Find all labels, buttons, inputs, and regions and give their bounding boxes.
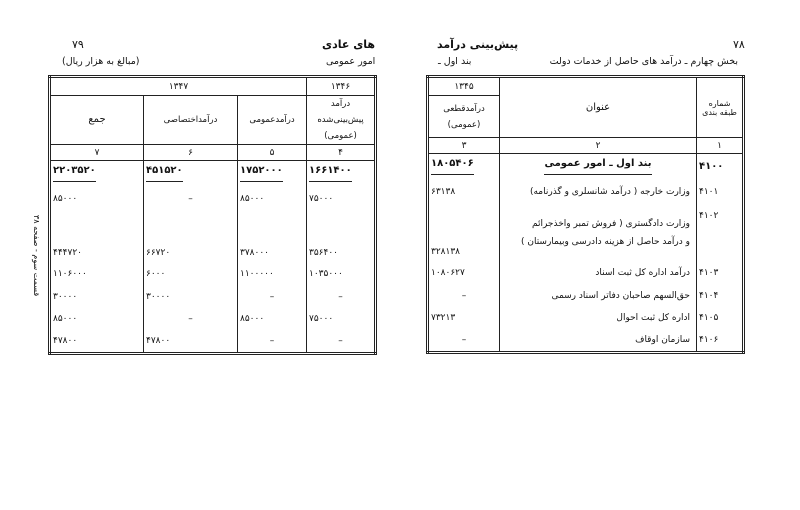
right-page-number: ۷۸ <box>733 38 745 51</box>
cell-general: ۸۵۰۰۰ <box>238 308 307 329</box>
table-row <box>50 186 376 212</box>
row-actual: – <box>428 284 500 307</box>
cell-general: – <box>238 329 307 354</box>
row-title: وزارت خارجه ( درآمد شانسلری و گذرنامه) <box>500 179 697 205</box>
table-row <box>428 261 744 284</box>
row-code: ۴۱۰۱ <box>697 179 744 205</box>
table-row <box>50 329 376 354</box>
revenue-table-left <box>48 75 377 355</box>
cell-special: ۳۰۰۰۰ <box>144 285 238 308</box>
header-special: درآمداختصاصی <box>144 96 238 145</box>
total-sum: ۲۲۰۳۵۲۰ <box>53 165 96 182</box>
col-number: ۴ <box>307 145 376 161</box>
cell-forecast: ۱۰۳۵۰۰۰ <box>307 262 376 285</box>
row-title: سازمان اوقاف <box>500 328 697 353</box>
cell-forecast: – <box>307 285 376 308</box>
col-number: ۶ <box>144 145 238 161</box>
cell-sum: ۴۴۴۷۲۰ <box>50 212 144 262</box>
left-section-title: امور عمومی <box>326 56 376 67</box>
row-code: ۴۱۰۴ <box>697 284 744 307</box>
header-actual: درآمدقطعی (عمومی) <box>428 96 500 138</box>
row-code: ۴۱۰۲ <box>697 205 744 261</box>
cell-special: ۶۶۷۲۰ <box>144 212 238 262</box>
header-year-1346: ۱۳۴۶ <box>307 77 376 96</box>
row-title: حق‌السهم صاحبان دفاتر اسناد رسمی <box>500 284 697 307</box>
header-year-1345: ۱۳۴۵ <box>428 77 500 96</box>
side-note: قسمت سوم - صفحه ۳۸ <box>32 215 41 297</box>
header-sum: جمع <box>50 96 144 145</box>
revenue-table-right <box>426 75 745 354</box>
header-code: شماره طبقه بندی <box>697 77 744 138</box>
header-forecast: درآمد پیش‌بینی‌شده (عمومی) <box>307 96 376 145</box>
header-title: عنوان <box>500 77 697 138</box>
row-actual: ۳۲۸۱۳۸ <box>428 205 500 261</box>
table-row <box>50 285 376 308</box>
table-row-total <box>428 154 744 180</box>
left-page-number: ۷۹ <box>72 38 84 51</box>
cell-sum: ۴۷۸۰۰ <box>50 329 144 354</box>
cell-sum: ۱۱۰۶۰۰۰ <box>50 262 144 285</box>
total-general: ۱۷۵۲۰۰۰ <box>240 165 283 182</box>
table-row <box>50 262 376 285</box>
right-running-title: پیش‌بینی درآمد <box>437 38 519 51</box>
cell-forecast: ۷۵۰۰۰ <box>307 308 376 329</box>
row-title: درآمد اداره کل ثبت اسناد <box>500 261 697 284</box>
table-row <box>428 179 744 205</box>
col-number: ۳ <box>428 138 500 154</box>
row-code: ۴۱۰۵ <box>697 307 744 328</box>
row-code: ۴۱۰۰ <box>697 154 744 180</box>
table-row <box>428 284 744 307</box>
cell-special: – <box>144 186 238 212</box>
table-row <box>50 212 376 262</box>
unit-note: (مبالغ به هزار ریال) <box>62 56 140 67</box>
cell-general: – <box>238 285 307 308</box>
row-title-continued: و درآمد حاصل از هزینه دادرسی وبیمارستان ) <box>520 237 690 247</box>
cell-special: – <box>144 308 238 329</box>
table-row <box>428 307 744 328</box>
cell-general: ۱۱۰۰۰۰۰ <box>238 262 307 285</box>
row-actual: ۷۳۲۱۳ <box>428 307 500 328</box>
col-number: ۵ <box>238 145 307 161</box>
row-actual: – <box>428 328 500 353</box>
cell-forecast: – <box>307 329 376 354</box>
cell-sum: ۳۰۰۰۰ <box>50 285 144 308</box>
total-special: ۴۵۱۵۲۰ <box>146 165 183 182</box>
cell-general: ۳۷۸۰۰۰ <box>238 212 307 262</box>
row-code: ۴۱۰۳ <box>697 261 744 284</box>
col-number: ۲ <box>500 138 697 154</box>
col-number: ۷ <box>50 145 144 161</box>
cell-sum: ۸۵۰۰۰ <box>50 308 144 329</box>
row-title: بند اول ـ امور عمومی <box>544 158 651 175</box>
table-row <box>428 205 744 261</box>
section-title: بخش چهارم ـ درآمد های حاصل از خدمات دولت <box>549 56 738 67</box>
cell-special: ۴۷۸۰۰ <box>144 329 238 354</box>
cell-general: ۸۵۰۰۰ <box>238 186 307 212</box>
left-running-title: های عادی <box>322 38 376 51</box>
table-row <box>428 328 744 353</box>
row-actual: ۶۳۱۳۸ <box>428 179 500 205</box>
row-actual: ۱۸۰۵۴۰۶ <box>431 158 474 175</box>
col-number: ۱ <box>697 138 744 154</box>
total-forecast: ۱۶۶۱۴۰۰ <box>309 165 352 182</box>
table-row-total <box>50 161 376 187</box>
cell-sum: ۸۵۰۰۰ <box>50 186 144 212</box>
row-title: اداره کل ثبت احوال <box>500 307 697 328</box>
subsection-title: بند اول ـ <box>438 56 472 67</box>
row-title: وزارت دادگستری ( فروش تمبر واخذجرائم <box>531 219 690 229</box>
row-actual: ۱۰۸۰۶۲۷ <box>428 261 500 284</box>
cell-special: ۶۰۰۰ <box>144 262 238 285</box>
table-row <box>50 308 376 329</box>
header-year-1347: ۱۳۴۷ <box>50 77 307 96</box>
row-code: ۴۱۰۶ <box>697 328 744 353</box>
cell-forecast: ۳۵۶۴۰۰ <box>307 212 376 262</box>
header-general: درآمدعمومی <box>238 96 307 145</box>
cell-forecast: ۷۵۰۰۰ <box>307 186 376 212</box>
